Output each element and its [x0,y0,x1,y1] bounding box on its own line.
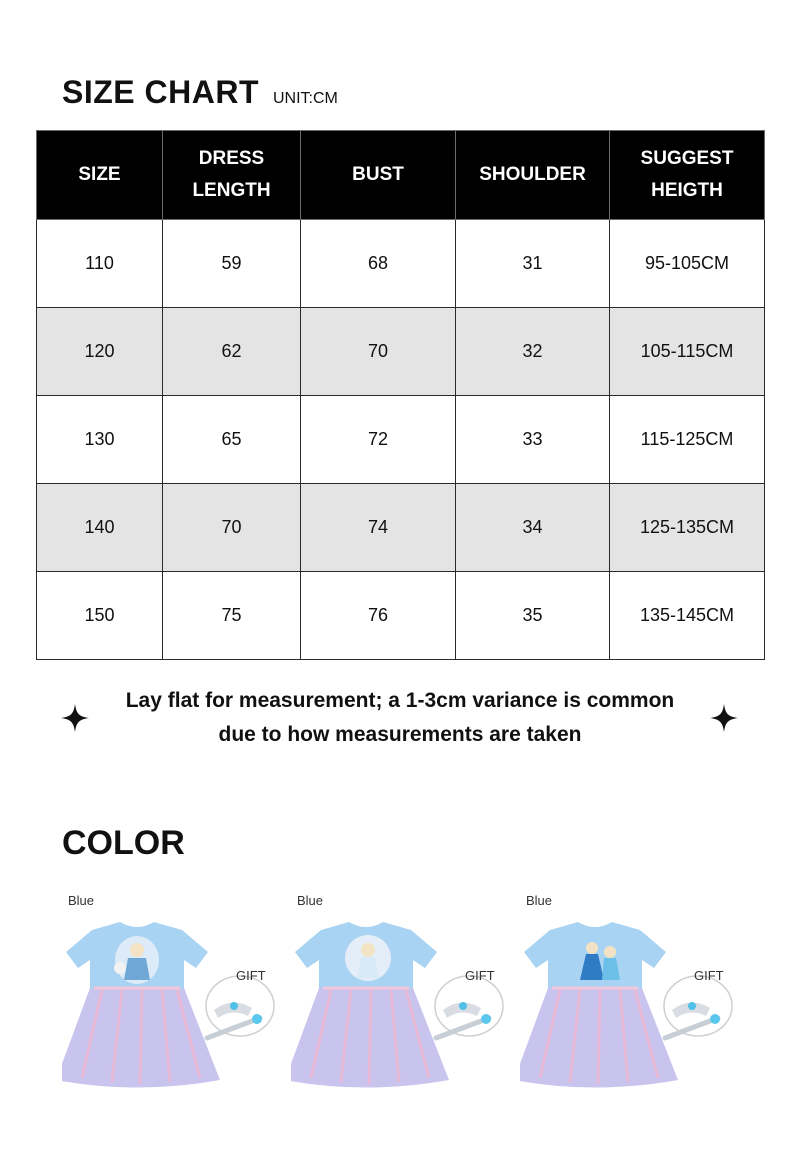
page-title: SIZE CHART [62,74,259,110]
size-chart-heading [62,74,338,111]
unit-label: UNIT:CM [273,90,338,107]
color-label: Blue [526,893,553,908]
cell-suggest-height: 95-105CM [610,220,765,308]
table-header-row [37,131,765,220]
cell-suggest-height: 125-135CM [610,484,765,572]
note-line-1: Lay flat for measurement; a 1-3cm variance is common [125,689,675,712]
cell-shoulder: 33 [456,396,610,484]
column-header-size: SIZE [37,131,163,220]
cell-size: 130 [37,396,163,484]
gift-label: GIFT [694,968,724,983]
cell-dress-length: 75 [163,572,301,660]
dress-image [62,910,282,1090]
cell-shoulder: 32 [456,308,610,396]
cell-bust: 74 [301,484,456,572]
cell-bust: 76 [301,572,456,660]
cell-bust: 72 [301,396,456,484]
cell-bust: 70 [301,308,456,396]
sparkle-star-icon [709,703,739,733]
table-row [37,484,765,572]
color-section-title: COLOR [62,824,185,862]
cell-suggest-height: 135-145CM [610,572,765,660]
product-color-option[interactable] [520,890,740,1100]
gift-label: GIFT [236,968,266,983]
cell-bust: 68 [301,220,456,308]
color-label: Blue [68,893,95,908]
cell-shoulder: 31 [456,220,610,308]
measurement-note [100,684,700,752]
cell-size: 110 [37,220,163,308]
cell-size: 120 [37,308,163,396]
column-header-shoulder: SHOULDER [456,131,610,220]
sparkle-star-icon [60,703,90,733]
cell-size: 150 [37,572,163,660]
cell-dress-length: 65 [163,396,301,484]
cell-suggest-height: 105-115CM [610,308,765,396]
cell-suggest-height: 115-125CM [610,396,765,484]
dress-image [520,910,740,1090]
column-header-suggest-height: SUGGEST HEIGTH [610,131,765,220]
product-color-option[interactable] [291,890,511,1100]
product-color-option[interactable] [62,890,282,1100]
gift-label: GIFT [465,968,495,983]
size-chart-table [36,130,765,660]
dress-image [291,910,511,1090]
table-row [37,572,765,660]
column-header-dress-length: DRESS LENGTH [163,131,301,220]
column-header-bust: BUST [301,131,456,220]
table-row [37,396,765,484]
table-row [37,220,765,308]
cell-dress-length: 62 [163,308,301,396]
cell-shoulder: 35 [456,572,610,660]
cell-dress-length: 59 [163,220,301,308]
note-line-2: due to how measurements are taken [218,723,582,746]
cell-shoulder: 34 [456,484,610,572]
color-label: Blue [297,893,324,908]
cell-size: 140 [37,484,163,572]
cell-dress-length: 70 [163,484,301,572]
table-row [37,308,765,396]
